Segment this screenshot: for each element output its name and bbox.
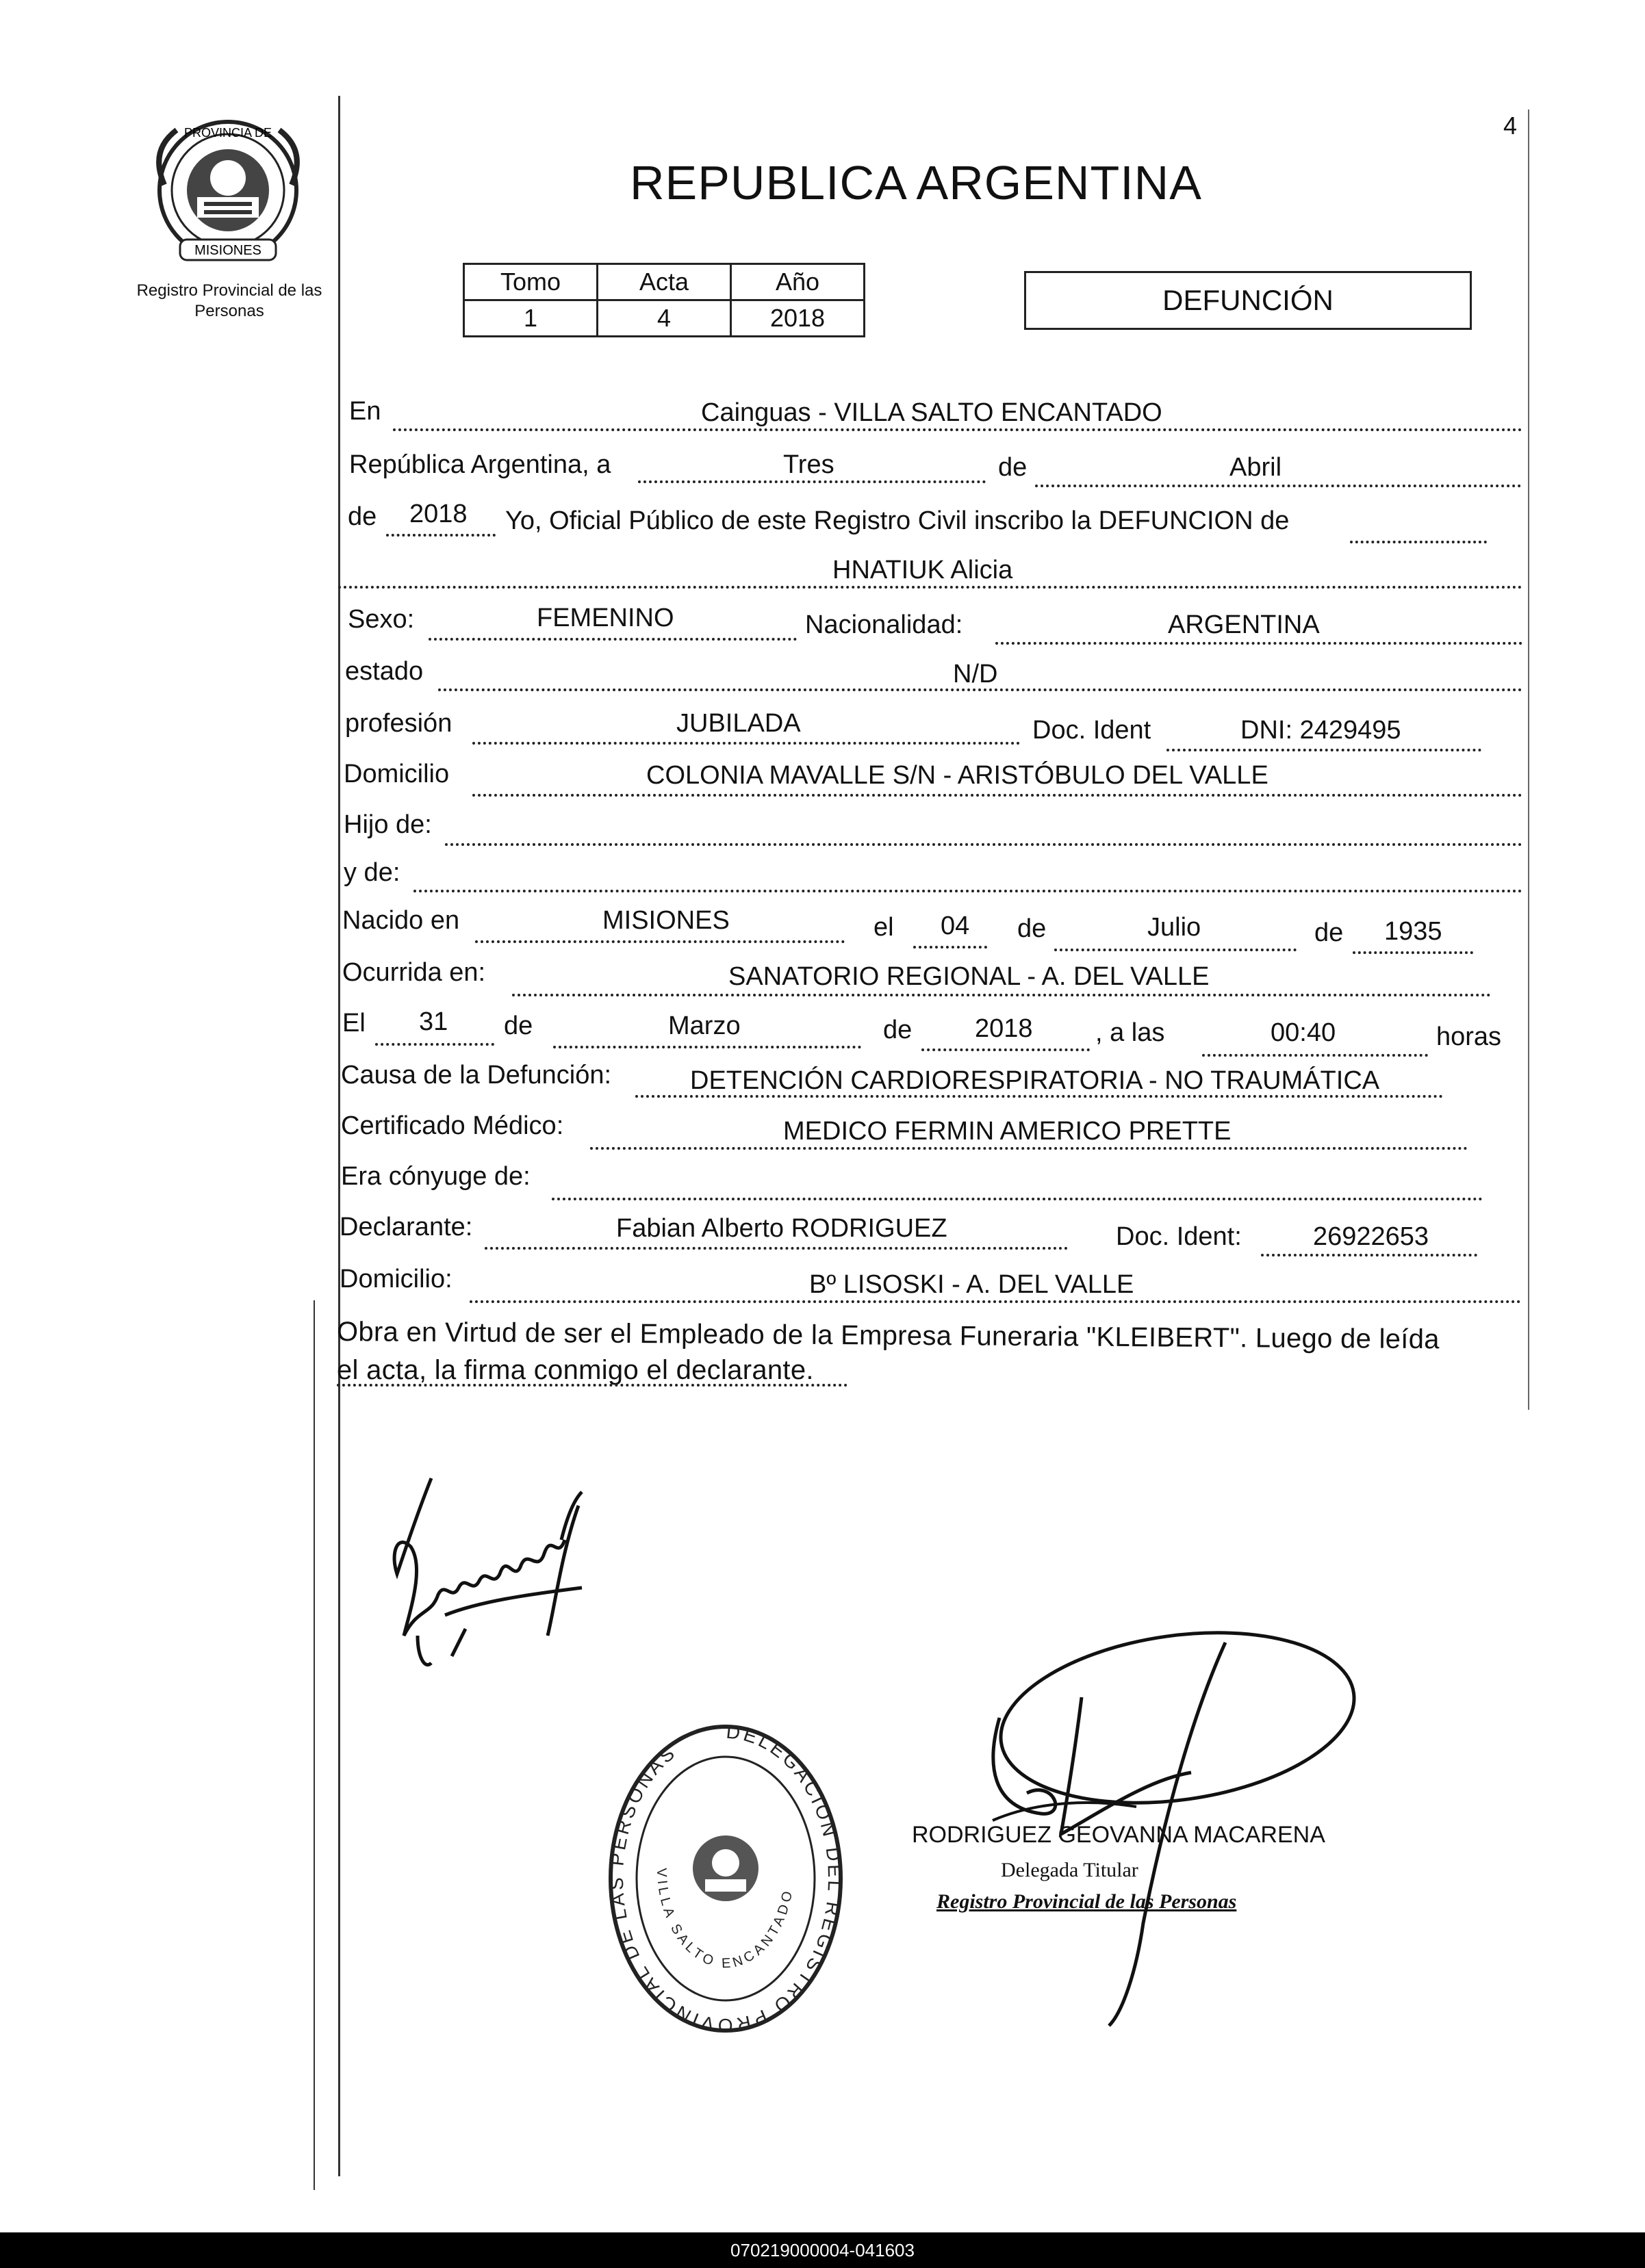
doc2-label: Doc. Ident:: [1116, 1222, 1242, 1251]
nacionalidad-line: [995, 642, 1522, 645]
death-month-line: [553, 1046, 861, 1048]
tomo-value: 1: [464, 300, 598, 337]
profesion-label: profesión: [345, 709, 452, 738]
birth-de1-label: de: [1017, 914, 1047, 943]
doc-label: Doc. Ident: [1032, 716, 1151, 745]
birth-el-label: el: [873, 913, 894, 942]
profesion-value: JUBILADA: [676, 709, 801, 738]
death-day: 31: [419, 1007, 448, 1036]
causa-label: Causa de la Defunción:: [341, 1061, 612, 1090]
declarante-value: Fabian Alberto RODRIGUEZ: [616, 1214, 947, 1243]
en-value: Cainguas - VILLA SALTO ENCANTADO: [701, 398, 1162, 427]
year-value: 2018: [409, 500, 468, 528]
sexo-label: Sexo:: [348, 605, 415, 634]
emblem-top-text: PROVINCIA DE: [183, 126, 272, 140]
estado-line: [438, 688, 1522, 691]
obra-line-1: Obra en Virtud de ser el Empleado de la Empresa Funeraria "KLEIBERT". Luego de leída: [336, 1317, 1440, 1355]
en-line: [393, 428, 1522, 431]
death-day-line: [375, 1043, 494, 1046]
page-title: REPUBLICA ARGENTINA: [630, 156, 1202, 209]
causa-line: [635, 1095, 1443, 1098]
conyuge-line: [552, 1198, 1483, 1200]
estado-label: estado: [345, 657, 424, 686]
statement-text: Yo, Oficial Público de este Registro Civil inscribo la DEFUNCION de: [505, 506, 1290, 535]
day-value: Tres: [783, 450, 834, 479]
certificado-line: [590, 1147, 1468, 1150]
estado-value: N/D: [953, 660, 998, 688]
nacido-line: [475, 940, 845, 943]
obra-line-2: el acta, la firma conmigo el declarante.: [337, 1355, 814, 1385]
death-el-label: El: [342, 1009, 366, 1038]
nacionalidad-value: ARGENTINA: [1168, 610, 1320, 639]
statement-line: [1350, 541, 1487, 543]
acta-header: Acta: [598, 264, 731, 300]
record-type-box: DEFUNCIÓN: [1024, 271, 1472, 330]
margin-rule: [338, 96, 340, 2176]
birth-year-line: [1353, 951, 1473, 954]
hijo-line: [445, 843, 1522, 846]
death-time: 00:40: [1271, 1018, 1336, 1047]
page-number: 4: [1503, 112, 1518, 140]
barcode-text: 070219000004-041603: [730, 2239, 915, 2260]
doc2-value: 26922653: [1313, 1222, 1429, 1251]
stamp-inner-text: VILLA SALTO ENCANTADO: [653, 1868, 796, 1972]
official-name: RODRIGUEZ GEOVANNA MACARENA: [912, 1822, 1325, 1848]
obra-line-2-underline: [337, 1384, 847, 1387]
tomo-header: Tomo: [464, 264, 598, 300]
record-table: [463, 263, 865, 337]
province-seal-logo: [149, 109, 307, 267]
official-stamp: [602, 1711, 849, 2037]
causa-value: DETENCIÓN CARDIORESPIRATORIA - NO TRAUMÁTICA: [690, 1066, 1380, 1095]
en-label: En: [349, 397, 381, 426]
nacido-value: MISIONES: [602, 906, 730, 935]
footer-barcode-bar: [0, 2232, 1645, 2268]
emblem-bottom-text: MISIONES: [194, 243, 262, 258]
month-value: Abril: [1229, 453, 1282, 482]
doc2-line: [1261, 1254, 1477, 1257]
doc-value: DNI: 2429495: [1240, 716, 1401, 745]
official-title: Delegada Titular: [1001, 1859, 1138, 1881]
registry-label: Registro Provincial de las Personas: [136, 281, 322, 320]
birth-day-line: [913, 946, 987, 949]
anio-header: Año: [731, 264, 865, 300]
declarante-label: Declarante:: [340, 1213, 473, 1241]
domicilio-line: [472, 794, 1522, 797]
acta-value: 4: [598, 300, 731, 337]
profesion-line: [472, 742, 1020, 745]
birth-month: Julio: [1147, 913, 1201, 942]
declarant-signature: [377, 1471, 596, 1677]
sexo-value: FEMENINO: [537, 604, 674, 632]
domicilio2-value: Bº LISOSKI - A. DEL VALLE: [809, 1270, 1134, 1299]
horas-label: horas: [1436, 1022, 1502, 1051]
ocurrida-label: Ocurrida en:: [342, 958, 486, 987]
conyuge-label: Era cónyuge de:: [341, 1162, 531, 1191]
certificado-value: MEDICO FERMIN AMERICO PRETTE: [783, 1117, 1232, 1146]
death-de1-label: de: [504, 1011, 533, 1040]
nacionalidad-label: Nacionalidad:: [805, 610, 963, 639]
death-year: 2018: [975, 1014, 1033, 1043]
name-line: [338, 586, 1522, 589]
domicilio2-line: [470, 1300, 1521, 1303]
death-year-line: [921, 1048, 1090, 1051]
death-de2-label: de: [883, 1016, 913, 1044]
doc-line: [1166, 749, 1481, 751]
declarante-line: [485, 1247, 1068, 1250]
anio-value: 2018: [731, 300, 865, 337]
domicilio-value: COLONIA MAVALLE S/N - ARISTÓBULO DEL VALLE: [646, 761, 1268, 790]
official-signature: [904, 1615, 1369, 2026]
hijo-label: Hijo de:: [344, 810, 432, 839]
official-institution: Registro Provincial de las Personas: [936, 1890, 1237, 1913]
year-prefix: de: [348, 502, 377, 531]
republica-label: República Argentina, a: [349, 450, 611, 479]
nacido-label: Nacido en: [342, 906, 460, 935]
month-line: [1035, 485, 1521, 487]
death-time-line: [1202, 1054, 1428, 1057]
domicilio2-label: Domicilio:: [340, 1265, 452, 1293]
ocurrida-line: [512, 994, 1491, 996]
ocurrida-value: SANATORIO REGIONAL - A. DEL VALLE: [728, 962, 1210, 991]
stamp-ring-text: DELEGACION DEL REGISTRO PROVINCIAL DE LAS PERSONAS: [605, 1721, 846, 2037]
birth-year: 1935: [1384, 917, 1442, 946]
de-label: de: [998, 453, 1028, 482]
year-line: [386, 534, 496, 537]
alas-label: , a las: [1095, 1018, 1165, 1047]
day-line: [638, 480, 986, 483]
yde-label: y de:: [344, 858, 400, 887]
death-month: Marzo: [668, 1011, 741, 1040]
birth-month-line: [1054, 949, 1297, 951]
birth-de2-label: de: [1314, 918, 1344, 947]
margin-rule-outer: [314, 1300, 315, 2190]
certificado-label: Certificado Médico:: [341, 1111, 564, 1140]
sexo-line: [429, 638, 797, 641]
right-margin-rule: [1528, 109, 1529, 1410]
deceased-name: HNATIUK Alicia: [832, 556, 1013, 584]
birth-day: 04: [941, 912, 970, 940]
domicilio-label: Domicilio: [344, 760, 450, 788]
yde-line: [413, 890, 1522, 892]
